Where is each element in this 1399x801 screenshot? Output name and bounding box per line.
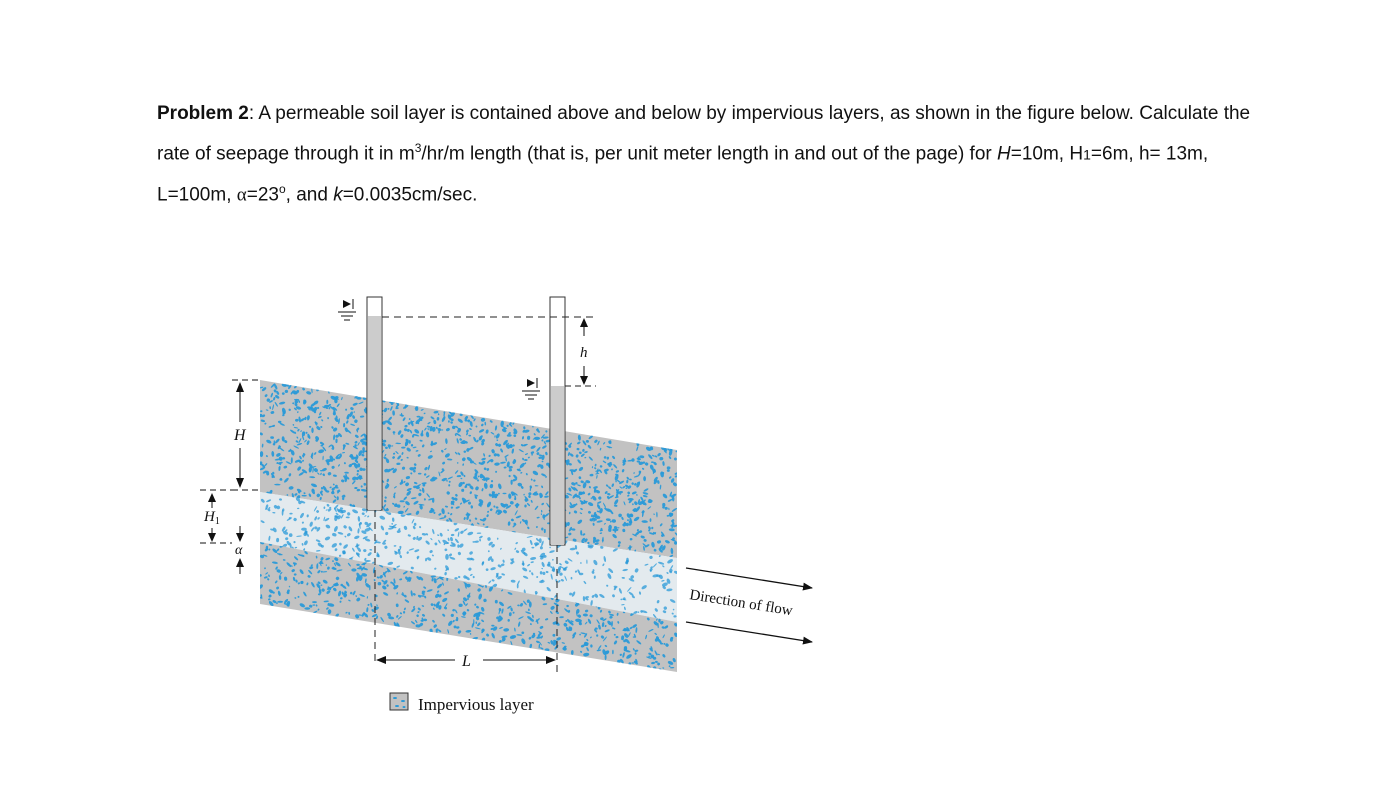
water-table-icon-left [338,299,356,320]
problem-colon: : [248,103,259,124]
soil-speckle [311,428,313,434]
soil-speckle [566,605,569,607]
soil-speckle [277,601,283,603]
soil-speckle [320,470,323,471]
soil-speckle [351,568,356,571]
var-H1: H [1069,143,1084,165]
soil-speckle [400,500,405,502]
flow-arrow-bottom [686,622,812,642]
soil-speckle [289,533,293,537]
soil-speckle [445,554,449,560]
label-alpha: α [235,543,243,558]
soil-speckle [533,493,539,496]
value-H1-h-L: =6m, h= 13m, L=100m, [157,143,1209,206]
label-h: h [580,345,588,361]
soil-speckle [448,420,450,422]
soil-speckle [658,619,660,623]
degree-symbol: o [278,182,286,197]
var-H1-subscript: 1 [1083,146,1091,163]
direction-of-flow-label: Direction of flow [688,587,794,620]
var-alpha: α [236,184,247,206]
soil-speckle [417,416,421,418]
soil-speckle [599,496,602,498]
soil-speckle [503,493,507,494]
left-piezometer-tube [367,297,382,510]
impervious-legend-label: Impervious layer [418,695,534,714]
right-piezometer-tube [550,297,565,545]
problem-label: Problem 2 [157,103,249,124]
label-L: L [462,653,471,670]
var-k: k [333,184,343,206]
value-alpha: =23 [246,184,279,206]
flow-arrow-top [686,568,812,588]
cubed-superscript: 3 [414,141,422,155]
problem-text-1: A permeable soil layer is contained above and below by impervious layers, as shown in the figure below. Calculate the rate of seepage through it in m [157,103,1251,165]
var-H: H [997,143,1011,165]
soil-speckle [369,585,370,590]
label-H1: $H_1$ [204,509,220,527]
problem-text-3: , and [285,184,334,206]
soil-speckle [329,507,331,508]
soil-speckle [337,496,339,500]
soil-speckle [480,474,484,479]
impervious-legend-swatch [390,693,408,710]
label-H: H [234,427,246,444]
value-k: =0.0035cm/sec. [342,184,478,206]
problem-text-2: /hr/m length (that is, per unit meter length in and out of the page) for [421,143,998,165]
water-table-icon-right [522,378,540,399]
value-H: =10m, [1010,143,1070,165]
